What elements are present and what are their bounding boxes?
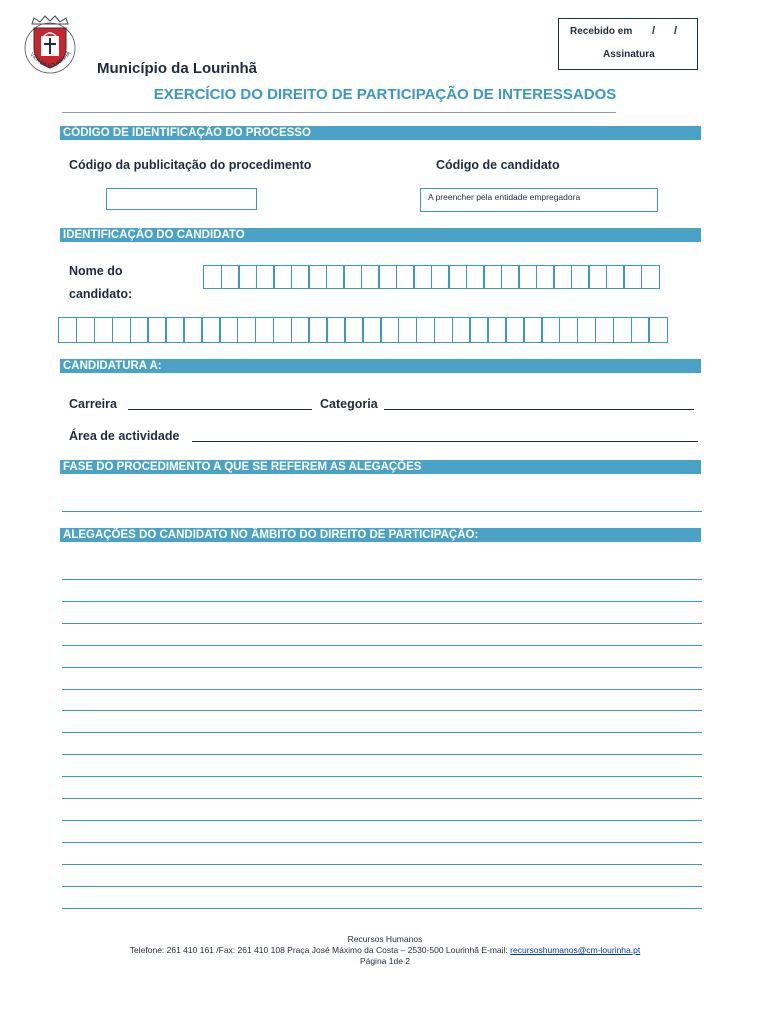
municipality-name: Município da Lourinhã <box>97 60 257 77</box>
name-character-cell[interactable] <box>147 317 166 343</box>
allegation-input-line[interactable] <box>62 579 702 580</box>
name-character-cell[interactable] <box>518 265 537 289</box>
municipality-coat-of-arms <box>20 14 80 78</box>
name-character-cell[interactable] <box>553 265 572 289</box>
name-character-cell[interactable] <box>326 317 345 343</box>
allegation-input-line[interactable] <box>62 710 702 711</box>
footer-email-link[interactable]: recursoshumanos@cm-lourinha.pt <box>510 945 641 955</box>
name-character-cell[interactable] <box>641 265 660 289</box>
publication-code-input[interactable] <box>106 188 257 210</box>
activity-area-input-line[interactable] <box>192 441 698 442</box>
footer-contact <box>0 945 770 956</box>
name-character-cell[interactable] <box>362 317 381 343</box>
name-character-cell[interactable] <box>588 265 607 289</box>
name-character-cell[interactable] <box>58 317 77 343</box>
name-character-cell[interactable] <box>380 317 399 343</box>
name-character-cell[interactable] <box>631 317 650 343</box>
name-label-line1: Nome do <box>69 264 123 278</box>
name-character-cell[interactable] <box>434 317 453 343</box>
name-character-cell[interactable] <box>273 317 292 343</box>
name-character-cell[interactable] <box>466 265 485 289</box>
name-character-cell[interactable] <box>291 265 310 289</box>
career-label: Carreira <box>69 397 117 411</box>
name-character-cell[interactable] <box>396 265 415 289</box>
allegation-input-line[interactable] <box>62 886 702 887</box>
name-character-cell[interactable] <box>308 317 327 343</box>
name-character-cell[interactable] <box>273 265 292 289</box>
name-character-cell[interactable] <box>416 317 435 343</box>
allegation-input-line[interactable] <box>62 864 702 865</box>
allegation-input-line[interactable] <box>62 667 702 668</box>
name-character-cell[interactable] <box>577 317 596 343</box>
procedure-phase-input-line[interactable] <box>62 511 702 512</box>
name-character-cell[interactable] <box>559 317 578 343</box>
form-title: EXERCÍCIO DO DIREITO DE PARTICIPAÇÃO DE INTERESSADOS <box>153 86 617 103</box>
name-character-cell[interactable] <box>76 317 95 343</box>
allegation-input-line[interactable] <box>62 842 702 843</box>
section-heading-allegations: ALEGAÇÕES DO CANDIDATO NO ÂMBITO DO DIREITO DE PARTICIPAÇÃO: <box>60 528 701 542</box>
name-character-cell[interactable] <box>344 317 363 343</box>
name-character-cell[interactable] <box>343 265 362 289</box>
candidate-code-hint: A preencher pela entidade empregadora <box>428 192 581 202</box>
candidate-code-input[interactable] <box>420 188 658 212</box>
name-character-cell[interactable] <box>448 265 467 289</box>
name-character-cell[interactable] <box>378 265 397 289</box>
section-heading-application: CANDIDATURA A: <box>60 359 701 373</box>
name-character-cell[interactable] <box>255 317 274 343</box>
name-character-cell[interactable] <box>571 265 590 289</box>
name-character-cell[interactable] <box>219 317 238 343</box>
allegation-input-line[interactable] <box>62 908 702 909</box>
allegation-input-line[interactable] <box>62 601 702 602</box>
section-heading-candidate-identification: IDENTIFICAÇÃO DO CANDIDATO <box>60 228 701 242</box>
name-character-cell[interactable] <box>256 265 275 289</box>
name-character-cell[interactable] <box>237 317 256 343</box>
name-label-line2: candidato: <box>69 287 133 301</box>
signature-label: Assinatura <box>603 49 655 60</box>
name-character-cell[interactable] <box>505 317 524 343</box>
name-character-cell[interactable] <box>94 317 113 343</box>
name-character-cell[interactable] <box>536 265 555 289</box>
career-input-line[interactable] <box>128 409 312 410</box>
section-heading-procedure-phase: FASE DO PROCEDIMENTO A QUE SE REFEREM AS ALEGAÇÕES <box>60 460 701 474</box>
allegation-input-line[interactable] <box>62 820 702 821</box>
activity-area-label: Área de actividade <box>69 429 180 443</box>
name-character-cell[interactable] <box>595 317 614 343</box>
name-character-cell[interactable] <box>501 265 520 289</box>
candidate-code-label: Código de candidato <box>436 158 560 172</box>
name-character-cell[interactable] <box>291 317 310 343</box>
name-character-cell[interactable] <box>130 317 149 343</box>
allegation-input-line[interactable] <box>62 732 702 733</box>
name-character-cell[interactable] <box>648 317 667 343</box>
category-label: Categoria <box>320 397 378 411</box>
publication-code-label: Código da publicitação do procedimento <box>69 158 312 172</box>
name-character-cell[interactable] <box>201 317 220 343</box>
name-character-cell[interactable] <box>221 265 240 289</box>
allegation-input-line[interactable] <box>62 623 702 624</box>
name-character-cell[interactable] <box>623 265 642 289</box>
name-character-cell[interactable] <box>541 317 560 343</box>
name-character-cell[interactable] <box>112 317 131 343</box>
name-character-cell[interactable] <box>398 317 417 343</box>
name-character-cell[interactable] <box>238 265 257 289</box>
allegation-input-line[interactable] <box>62 645 702 646</box>
section-heading-process-code: CÓDIGO DE IDENTIFICAÇÃO DO PROCESSO <box>60 126 701 140</box>
name-character-cell[interactable] <box>606 265 625 289</box>
name-character-cell[interactable] <box>413 265 432 289</box>
allegation-input-line[interactable] <box>62 689 702 690</box>
name-character-cell[interactable] <box>487 317 506 343</box>
allegation-input-line[interactable] <box>62 754 702 755</box>
allegation-input-line[interactable] <box>62 776 702 777</box>
name-character-cell[interactable] <box>183 317 202 343</box>
name-character-cell[interactable] <box>523 317 542 343</box>
date-separator: / <box>652 25 656 37</box>
name-character-cell[interactable] <box>431 265 450 289</box>
category-input-line[interactable] <box>384 409 694 410</box>
name-character-cell[interactable] <box>203 265 222 289</box>
name-character-cell[interactable] <box>361 265 380 289</box>
name-character-cells-row-1[interactable] <box>203 265 658 289</box>
name-character-cell[interactable] <box>613 317 632 343</box>
name-character-cell[interactable] <box>165 317 184 343</box>
logo-motto: VILA DA LOURINHÃ <box>28 50 73 70</box>
received-label: Recebido em <box>570 26 633 37</box>
name-character-cell[interactable] <box>326 265 345 289</box>
name-character-cell[interactable] <box>452 317 471 343</box>
name-character-cell[interactable] <box>308 265 327 289</box>
title-divider <box>62 112 616 113</box>
name-character-cell[interactable] <box>469 317 488 343</box>
footer-department: Recursos Humanos <box>347 934 423 944</box>
footer-contact-text: Telefone: 261 410 161 /Fax: 261 410 108 Praça José Máximo da Costa – 2530-500 Lourinhã E-mail: <box>129 945 511 955</box>
name-character-cells-row-2[interactable] <box>58 317 666 343</box>
date-separator: / <box>674 25 678 37</box>
received-stamp-box <box>558 18 698 70</box>
footer-page-number: Página 1de 2 <box>359 956 411 966</box>
allegation-input-line[interactable] <box>62 798 702 799</box>
name-character-cell[interactable] <box>483 265 502 289</box>
